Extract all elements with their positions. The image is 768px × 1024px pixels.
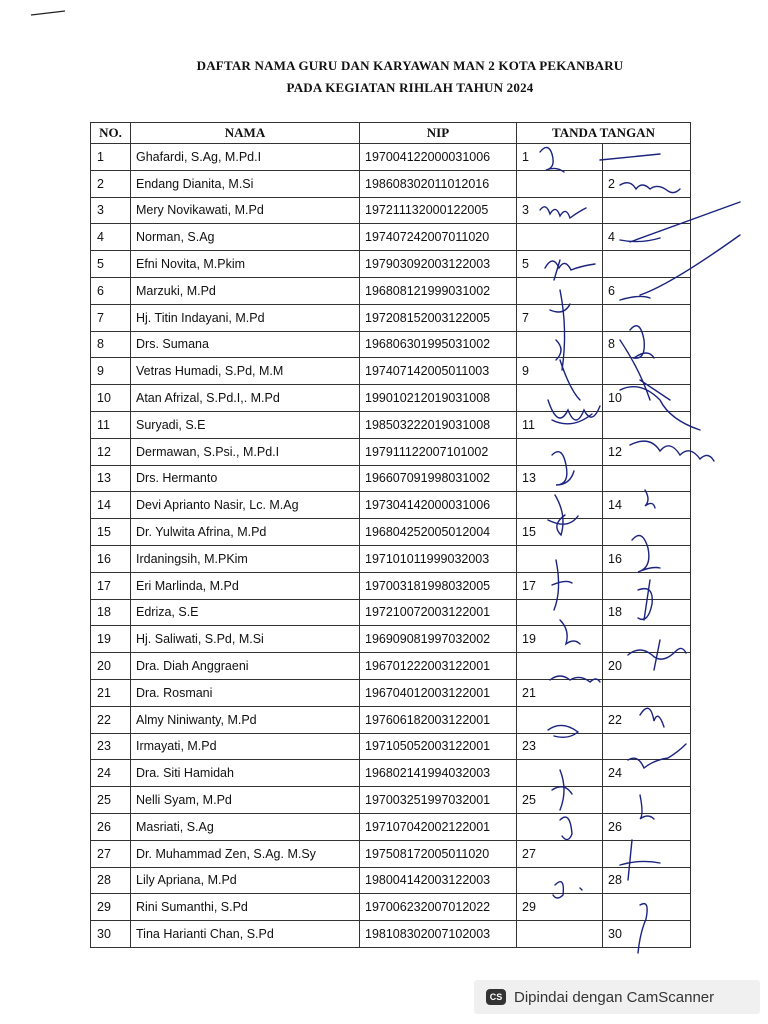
signature-right	[603, 304, 691, 331]
signature-right: 18	[603, 599, 691, 626]
cell-nama: Edriza, S.E	[131, 599, 360, 626]
cell-no: 8	[91, 331, 131, 358]
table-row	[91, 760, 691, 787]
signature-left: 11	[517, 411, 603, 438]
cell-nip: 197606182003122001	[360, 706, 517, 733]
cell-no: 27	[91, 840, 131, 867]
table-row	[91, 519, 691, 546]
cell-nama: Nelli Syam, M.Pd	[131, 787, 360, 814]
table-row	[91, 331, 691, 358]
cell-nip: 197006232007012022	[360, 894, 517, 921]
cell-nama: Drs. Hermanto	[131, 465, 360, 492]
watermark-text: Dipindai dengan CamScanner	[514, 988, 715, 1006]
signature-left: 15	[517, 519, 603, 546]
signature-right	[603, 411, 691, 438]
signature-left	[517, 706, 603, 733]
signature-left	[517, 813, 603, 840]
header-no: NO.	[91, 123, 131, 144]
signature-right	[603, 251, 691, 278]
cell-nama: Dr. Muhammad Zen, S.Ag. M.Sy	[131, 840, 360, 867]
cell-no: 17	[91, 572, 131, 599]
cell-nama: Marzuki, M.Pd	[131, 277, 360, 304]
cell-nama: Endang Dianita, M.Si	[131, 170, 360, 197]
cell-nama: Hj. Saliwati, S.Pd, M.Si	[131, 626, 360, 653]
cell-nip: 197508172005011020	[360, 840, 517, 867]
camscanner-icon: CS	[486, 989, 506, 1005]
cell-nama: Drs. Sumana	[131, 331, 360, 358]
cell-nip: 197107042002122001	[360, 813, 517, 840]
cell-nama: Irdaningsih, M.PKim	[131, 545, 360, 572]
signature-left	[517, 385, 603, 412]
signature-left	[517, 438, 603, 465]
signature-right: 16	[603, 545, 691, 572]
cell-nip: 197407242007011020	[360, 224, 517, 251]
table-row	[91, 787, 691, 814]
signature-right: 26	[603, 813, 691, 840]
cell-no: 2	[91, 170, 131, 197]
cell-nip: 197105052003122001	[360, 733, 517, 760]
attendance-table	[90, 122, 691, 948]
cell-no: 28	[91, 867, 131, 894]
table-row	[91, 733, 691, 760]
table-row	[91, 921, 691, 948]
cell-nama: Devi Aprianto Nasir, Lc. M.Ag	[131, 492, 360, 519]
cell-nip: 196701222003122001	[360, 653, 517, 680]
signature-left	[517, 224, 603, 251]
cell-no: 5	[91, 251, 131, 278]
signature-left: 9	[517, 358, 603, 385]
table-row	[91, 170, 691, 197]
cell-no: 16	[91, 545, 131, 572]
signature-left	[517, 599, 603, 626]
cell-no: 6	[91, 277, 131, 304]
cell-nip: 197208152003122005	[360, 304, 517, 331]
cell-nama: Dermawan, S.Psi., M.Pd.I	[131, 438, 360, 465]
cell-nip: 196804252005012004	[360, 519, 517, 546]
table-row	[91, 706, 691, 733]
cell-nama: Dra. Siti Hamidah	[131, 760, 360, 787]
signature-right: 8	[603, 331, 691, 358]
signature-right	[603, 733, 691, 760]
table-row	[91, 492, 691, 519]
table-row	[91, 626, 691, 653]
cell-nip: 196607091998031002	[360, 465, 517, 492]
signature-left: 7	[517, 304, 603, 331]
cell-nip: 198503222019031008	[360, 411, 517, 438]
cell-no: 21	[91, 679, 131, 706]
table-row	[91, 840, 691, 867]
table-row	[91, 679, 691, 706]
cell-nama: Irmayati, M.Pd	[131, 733, 360, 760]
signature-left	[517, 170, 603, 197]
cell-nama: Hj. Titin Indayani, M.Pd	[131, 304, 360, 331]
signature-right: 6	[603, 277, 691, 304]
cell-nip: 197211132000122005	[360, 197, 517, 224]
table-row	[91, 197, 691, 224]
signature-left: 5	[517, 251, 603, 278]
signature-left	[517, 867, 603, 894]
cell-nama: Mery Novikawati, M.Pd	[131, 197, 360, 224]
cell-nama: Suryadi, S.E	[131, 411, 360, 438]
cell-nip: 197210072003122001	[360, 599, 517, 626]
cell-nama: Dra. Diah Anggraeni	[131, 653, 360, 680]
document-subtitle: PADA KEGIATAN RIHLAH TAHUN 2024	[286, 80, 534, 95]
document-title: DAFTAR NAMA GURU DAN KARYAWAN MAN 2 KOTA PEKANBARU	[196, 58, 624, 73]
signature-right: 12	[603, 438, 691, 465]
signature-right: 24	[603, 760, 691, 787]
cell-nama: Norman, S.Ag	[131, 224, 360, 251]
signature-left: 19	[517, 626, 603, 653]
signature-right	[603, 465, 691, 492]
cell-nip: 198004142003122003	[360, 867, 517, 894]
cell-no: 11	[91, 411, 131, 438]
table-row	[91, 358, 691, 385]
table-row	[91, 411, 691, 438]
cell-no: 26	[91, 813, 131, 840]
header-nip: NIP	[360, 123, 517, 144]
cell-no: 3	[91, 197, 131, 224]
signature-left: 3	[517, 197, 603, 224]
camscanner-watermark	[474, 980, 760, 1014]
signature-left	[517, 760, 603, 787]
signature-left	[517, 331, 603, 358]
signature-left: 13	[517, 465, 603, 492]
cell-nama: Masriati, S.Ag	[131, 813, 360, 840]
cell-nip: 197101011999032003	[360, 545, 517, 572]
signature-right	[603, 787, 691, 814]
cell-no: 15	[91, 519, 131, 546]
cell-nip: 196704012003122001	[360, 679, 517, 706]
table-row	[91, 572, 691, 599]
signature-right: 10	[603, 385, 691, 412]
cell-nama: Atan Afrizal, S.Pd.I,. M.Pd	[131, 385, 360, 412]
cell-nip: 197004122000031006	[360, 144, 517, 171]
cell-nama: Ghafardi, S.Ag, M.Pd.I	[131, 144, 360, 171]
cell-nama: Dr. Yulwita Afrina, M.Pd	[131, 519, 360, 546]
signature-right	[603, 519, 691, 546]
signature-right	[603, 626, 691, 653]
cell-no: 18	[91, 599, 131, 626]
cell-no: 29	[91, 894, 131, 921]
signature-right: 2	[603, 170, 691, 197]
cell-nip: 199010212019031008	[360, 385, 517, 412]
cell-no: 24	[91, 760, 131, 787]
table-row	[91, 438, 691, 465]
table-row	[91, 144, 691, 171]
signature-left: 1	[517, 144, 603, 171]
cell-nama: Rini Sumanthi, S.Pd	[131, 894, 360, 921]
signature-right	[603, 840, 691, 867]
signature-right: 4	[603, 224, 691, 251]
table-row	[91, 653, 691, 680]
cell-nip: 198108302007102003	[360, 921, 517, 948]
cell-no: 23	[91, 733, 131, 760]
signature-right	[603, 144, 691, 171]
signature-left: 29	[517, 894, 603, 921]
table-body	[91, 144, 691, 948]
cell-nama: Lily Apriana, M.Pd	[131, 867, 360, 894]
cell-nip: 197304142000031006	[360, 492, 517, 519]
cell-no: 10	[91, 385, 131, 412]
cell-nip: 196806301995031002	[360, 331, 517, 358]
signature-right: 20	[603, 653, 691, 680]
cell-nip: 197003181998032005	[360, 572, 517, 599]
table-row	[91, 251, 691, 278]
table-row	[91, 277, 691, 304]
signature-left	[517, 653, 603, 680]
cell-no: 25	[91, 787, 131, 814]
cell-no: 4	[91, 224, 131, 251]
cell-no: 22	[91, 706, 131, 733]
signature-right: 30	[603, 921, 691, 948]
table-row	[91, 385, 691, 412]
signature-left	[517, 921, 603, 948]
cell-no: 1	[91, 144, 131, 171]
cell-no: 30	[91, 921, 131, 948]
signature-right	[603, 679, 691, 706]
table-row	[91, 813, 691, 840]
header-nama: NAMA	[131, 123, 360, 144]
cell-no: 14	[91, 492, 131, 519]
signature-left: 23	[517, 733, 603, 760]
signature-left: 25	[517, 787, 603, 814]
cell-nama: Efni Novita, M.Pkim	[131, 251, 360, 278]
cell-nama: Almy Niniwanty, M.Pd	[131, 706, 360, 733]
signature-left: 27	[517, 840, 603, 867]
cell-nama: Vetras Humadi, S.Pd, M.M	[131, 358, 360, 385]
signature-left	[517, 545, 603, 572]
table-row	[91, 304, 691, 331]
cell-no: 9	[91, 358, 131, 385]
table-row	[91, 465, 691, 492]
table-row	[91, 545, 691, 572]
table-row	[91, 894, 691, 921]
pen-mark	[30, 10, 66, 16]
header-tanda-tangan: TANDA TANGAN	[517, 123, 691, 144]
table-row	[91, 224, 691, 251]
signature-right	[603, 894, 691, 921]
cell-nip: 196909081997032002	[360, 626, 517, 653]
table-row	[91, 599, 691, 626]
signature-right	[603, 197, 691, 224]
cell-nip: 196808121999031002	[360, 277, 517, 304]
cell-no: 7	[91, 304, 131, 331]
signature-left	[517, 492, 603, 519]
cell-nip: 198608302011012016	[360, 170, 517, 197]
cell-nama: Tina Harianti Chan, S.Pd	[131, 921, 360, 948]
cell-nip: 197903092003122003	[360, 251, 517, 278]
cell-no: 19	[91, 626, 131, 653]
signature-right	[603, 358, 691, 385]
cell-nip: 197003251997032001	[360, 787, 517, 814]
table-row	[91, 867, 691, 894]
cell-nama: Eri Marlinda, M.Pd	[131, 572, 360, 599]
cell-nip: 197407142005011003	[360, 358, 517, 385]
signature-right	[603, 572, 691, 599]
signature-right: 22	[603, 706, 691, 733]
signature-right: 14	[603, 492, 691, 519]
cell-nip: 196802141994032003	[360, 760, 517, 787]
cell-no: 13	[91, 465, 131, 492]
signature-left	[517, 277, 603, 304]
cell-nama: Dra. Rosmani	[131, 679, 360, 706]
cell-nip: 197911122007101002	[360, 438, 517, 465]
table-header-row	[91, 123, 691, 144]
signature-right: 28	[603, 867, 691, 894]
cell-no: 12	[91, 438, 131, 465]
signature-left: 17	[517, 572, 603, 599]
signature-left: 21	[517, 679, 603, 706]
cell-no: 20	[91, 653, 131, 680]
